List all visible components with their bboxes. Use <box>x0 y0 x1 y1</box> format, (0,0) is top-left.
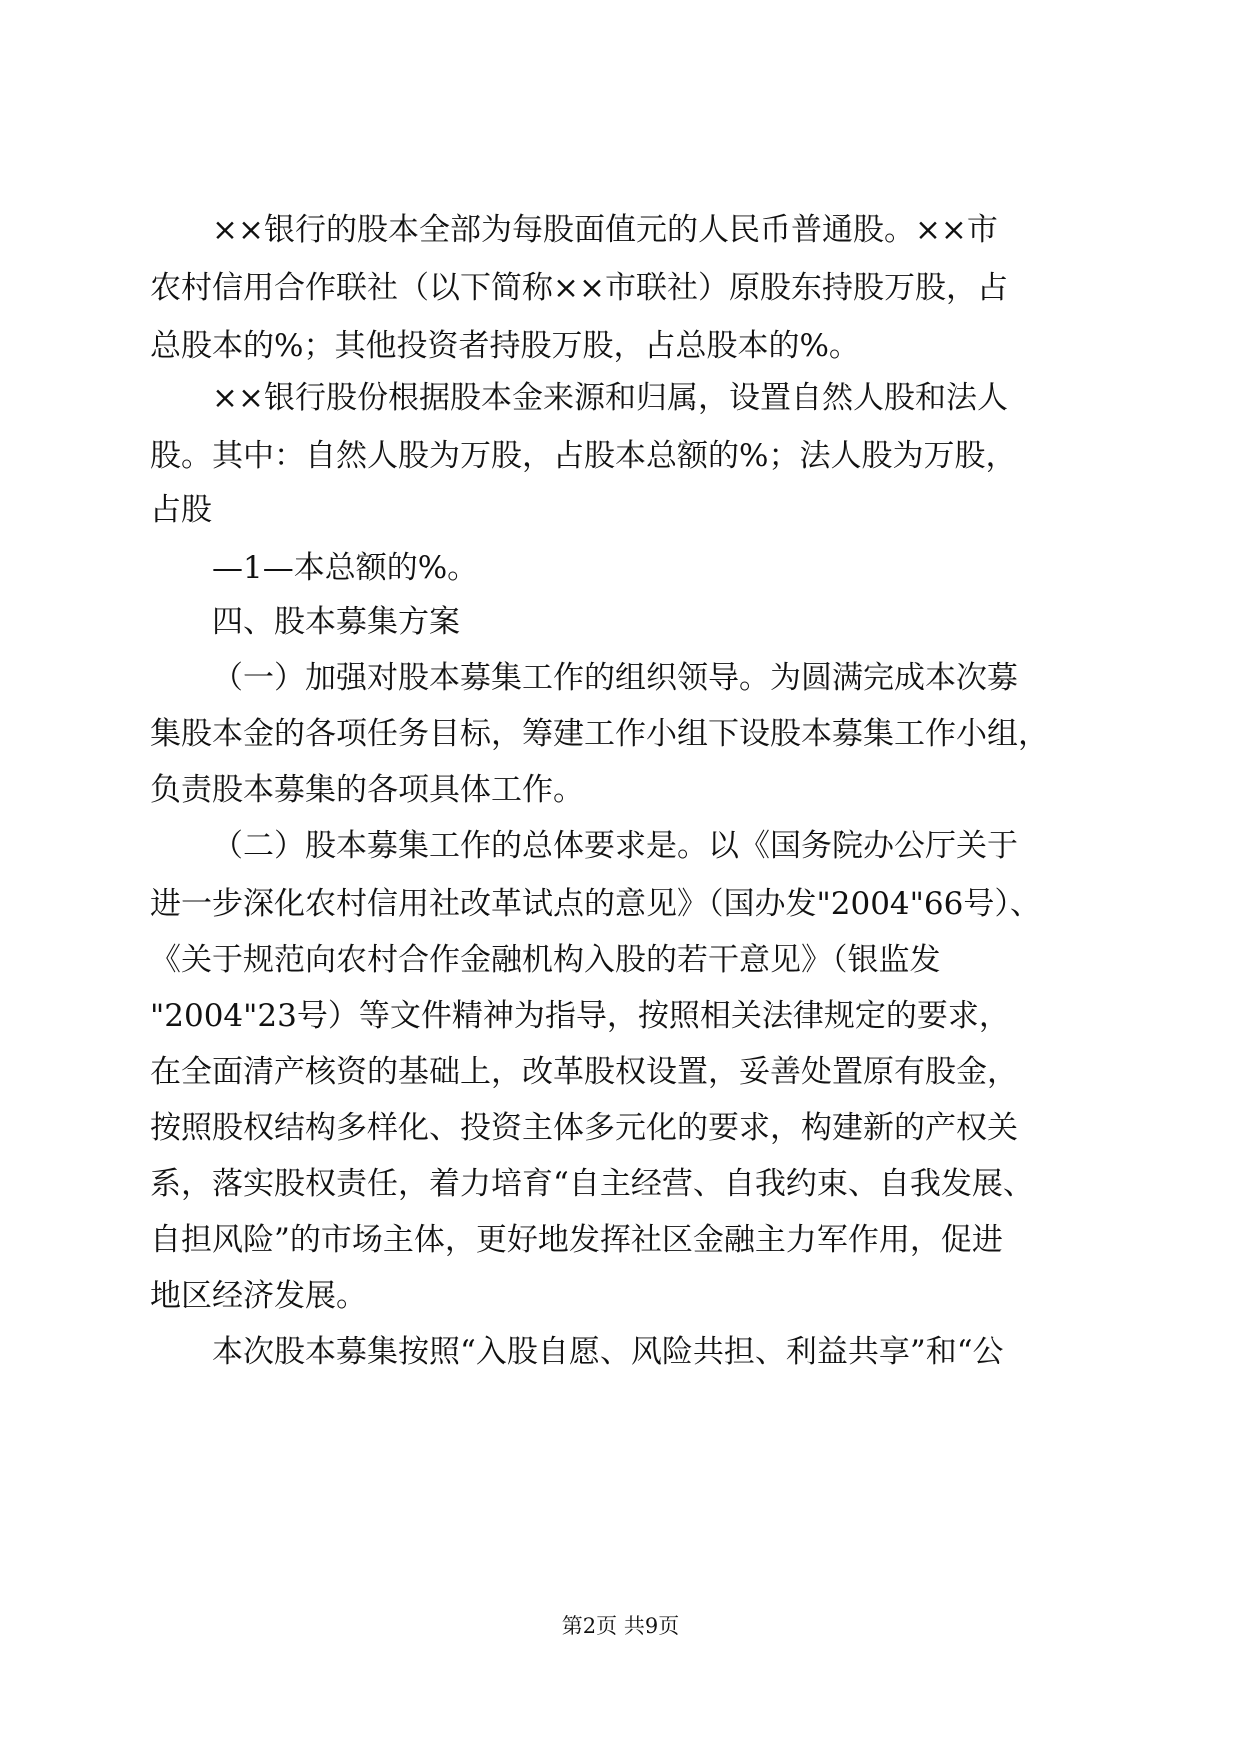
paragraph-line: 占股 <box>150 492 212 528</box>
paragraph-line: 负责股本募集的各项具体工作。 <box>150 772 584 808</box>
paragraph-line: 总股本的%；其他投资者持股万股，占总股本的%。 <box>150 328 860 364</box>
paragraph-line: 股。其中：自然人股为万股，占股本总额的%；法人股为万股， <box>150 438 1017 474</box>
paragraph-line: "2004"23号）等文件精神为指导，按照相关法律规定的要求， <box>150 998 1010 1034</box>
paragraph-line: 在全面清产核资的基础上，改革股权设置，妥善处置原有股金， <box>150 1054 1018 1090</box>
paragraph-line: 农村信用合作联社（以下简称××市联社）原股东持股万股，占 <box>150 270 1008 306</box>
paragraph-line: —1—本总额的%。 <box>212 550 479 586</box>
paragraph-line: 系，落实股权责任，着力培育“自主经营、自我约束、自我发展、 <box>150 1166 1034 1202</box>
paragraph-line: 《关于规范向农村合作金融机构入股的若干意见》（银监发 <box>150 942 941 978</box>
paragraph-line: 进一步深化农村信用社改革试点的意见》（国办发"2004"66号）、 <box>150 886 1041 922</box>
section-heading: 四、股本募集方案 <box>212 604 460 640</box>
paragraph-line: 本次股本募集按照“入股自愿、风险共担、利益共享”和“公 <box>212 1334 1004 1370</box>
paragraph-line: （二）股本募集工作的总体要求是。以《国务院办公厅关于 <box>212 828 1018 864</box>
paragraph-line: （一）加强对股本募集工作的组织领导。为圆满完成本次募 <box>212 660 1018 696</box>
paragraph-line: 按照股权结构多样化、投资主体多元化的要求，构建新的产权关 <box>150 1110 1018 1146</box>
paragraph-line: 自担风险”的市场主体，更好地发挥社区金融主力军作用，促进 <box>150 1222 1003 1258</box>
paragraph-line: 地区经济发展。 <box>150 1278 367 1314</box>
paragraph-line: ××银行的股本全部为每股面值元的人民币普通股。××市 <box>212 212 998 248</box>
paragraph-line: ××银行股份根据股本金来源和归属，设置自然人股和法人 <box>212 380 1008 416</box>
page-footer: 第2页 共9页 <box>561 1614 680 1638</box>
paragraph-line: 集股本金的各项任务目标，筹建工作小组下设股本募集工作小组， <box>150 716 1049 752</box>
